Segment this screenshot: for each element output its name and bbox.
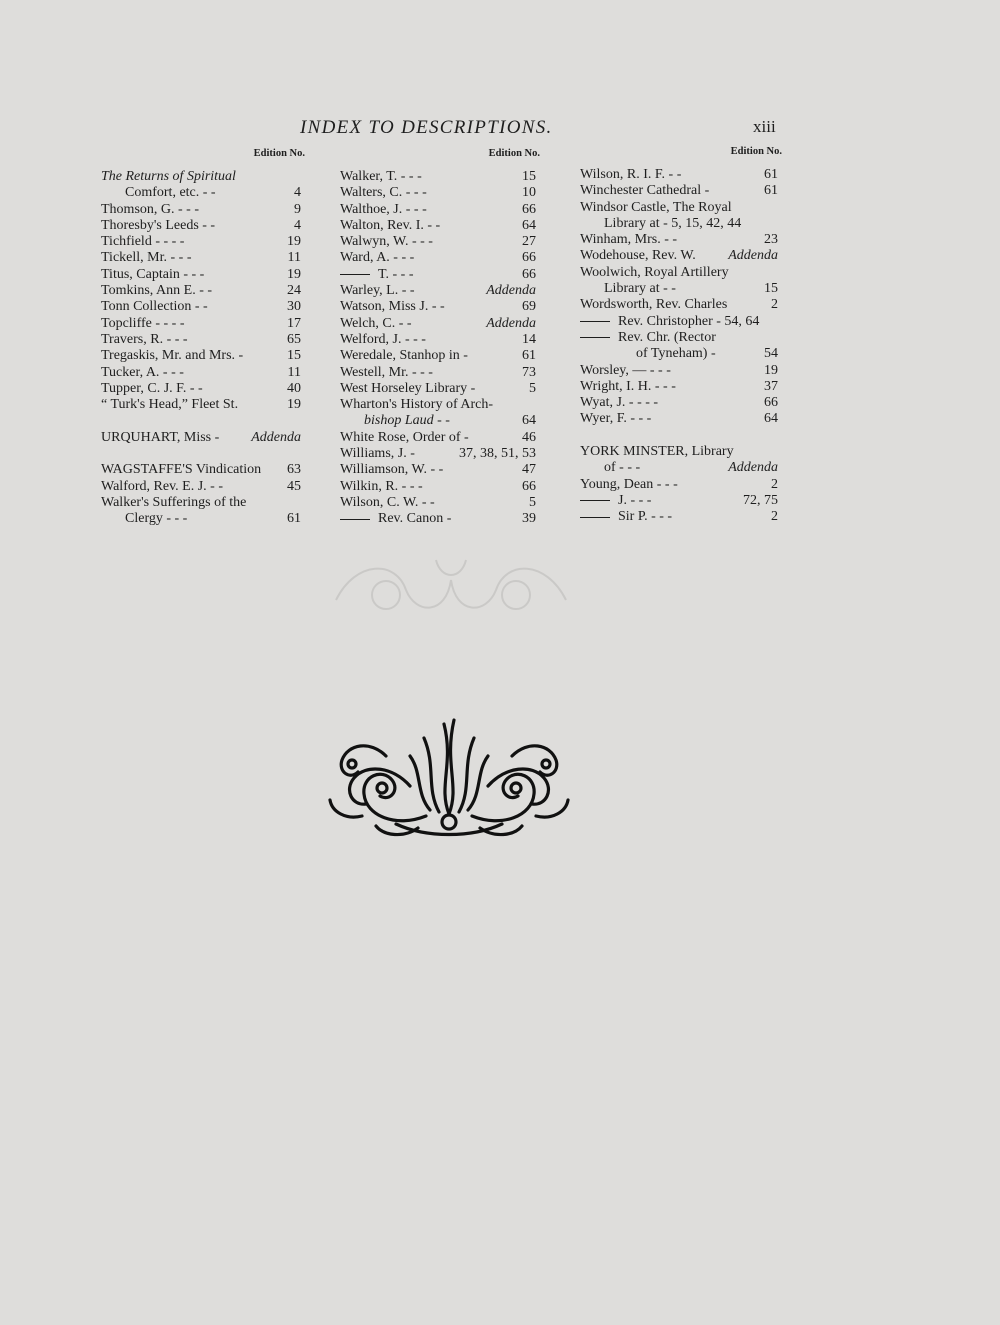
index-entry-label: T. - - -	[378, 266, 414, 282]
show-through-ornament-icon	[316, 540, 586, 630]
index-entry	[101, 332, 301, 348]
index-entry-label: Worsley, — - - -	[580, 362, 671, 378]
index-entry-text	[340, 365, 433, 381]
index-entry-label: Comfort, etc. - -	[125, 185, 216, 201]
index-entry	[340, 511, 536, 527]
index-entry-label: Library at - 5, 15, 42, 44	[604, 215, 742, 231]
index-entry-label: Thomson, G. - - -	[101, 201, 199, 217]
index-entry	[101, 462, 301, 478]
page-number: xiii	[753, 117, 776, 136]
index-entry-label: Welch, C. - -	[340, 315, 412, 331]
edition-number: 2	[771, 297, 778, 313]
index-entry-label: Weredale, Stanhop in -	[340, 348, 468, 364]
index-entry-label: YORK MINSTER, Library	[580, 444, 734, 460]
index-entry-text	[340, 446, 415, 462]
index-entry	[101, 430, 301, 446]
edition-number: 19	[287, 266, 301, 282]
index-entry-label: Rev. Chr. (Rector	[618, 329, 716, 345]
edition-number: 11	[287, 250, 301, 266]
index-entry-label: Thoresby's Leeds - -	[101, 217, 216, 233]
index-entry-text	[340, 218, 440, 234]
index-entry-text	[340, 479, 423, 495]
ditto-dash	[340, 519, 370, 520]
index-entry-text	[101, 234, 184, 250]
index-column-1	[101, 148, 305, 528]
edition-number: 66	[522, 478, 536, 494]
index-entry-text	[101, 283, 212, 299]
edition-number: 66	[764, 395, 778, 411]
index-entry-text	[101, 495, 246, 511]
column-heading: Edition No.	[488, 148, 540, 159]
index-entry	[101, 397, 301, 413]
ditto-dash	[580, 517, 610, 518]
edition-number: 64	[764, 411, 778, 427]
index-entry-label: Tickell, Mr. - - -	[101, 250, 192, 266]
index-entry	[580, 395, 778, 411]
edition-number: 10	[522, 185, 536, 201]
index-entry-text	[580, 167, 681, 183]
index-entry-label: Woolwich, Royal Artillery	[580, 264, 729, 280]
index-entry	[580, 200, 778, 216]
index-entry-label: Tonn Collection - -	[101, 299, 208, 315]
index-entry	[340, 185, 536, 201]
index-entry-text	[101, 202, 199, 218]
index-entry	[340, 234, 536, 250]
index-entry-label: Sir P. - - -	[618, 509, 673, 525]
edition-number: Addenda	[728, 248, 778, 264]
index-entry-text	[340, 511, 451, 527]
index-entry-label: Walton, Rev. I. - -	[340, 217, 441, 233]
index-entry	[580, 183, 778, 199]
index-entry-text	[580, 444, 734, 460]
index-entry	[340, 462, 536, 478]
index-entry	[580, 330, 778, 346]
edition-number: 15	[764, 281, 778, 297]
index-entry	[340, 202, 536, 218]
index-entry-text	[101, 381, 203, 397]
index-entry-text	[101, 332, 188, 348]
index-entry	[580, 477, 778, 493]
index-entry	[340, 413, 536, 429]
index-entry-text	[101, 348, 243, 364]
index-entry-text	[340, 381, 475, 397]
index-entry	[101, 169, 301, 185]
index-entry-label: Clergy - - -	[125, 511, 188, 527]
index-entry-text	[340, 202, 427, 218]
edition-number: 46	[522, 429, 536, 445]
index-entry	[101, 267, 301, 283]
index-entry	[340, 267, 536, 283]
index-entry-label: URQUHART, Miss -	[101, 429, 220, 445]
index-entry	[580, 460, 778, 476]
index-entry-text	[340, 234, 433, 250]
index-gap	[580, 428, 778, 444]
index-entry-label: Wyer, F. - - -	[580, 411, 652, 427]
edition-number: 65	[287, 331, 301, 347]
edition-number: 15	[287, 348, 301, 364]
index-entry-label: J. - - -	[618, 492, 652, 508]
column-heading: Edition No.	[253, 148, 305, 159]
index-entry	[101, 185, 301, 201]
index-gap	[101, 446, 301, 462]
index-entry-text	[101, 479, 223, 495]
index-gap	[101, 413, 301, 429]
index-entry-text	[101, 218, 215, 234]
index-entry-label: Rev. Christopher - 54, 64	[618, 313, 760, 329]
edition-number: Addenda	[486, 315, 536, 331]
index-entry-label: Williams, J. -	[340, 446, 415, 462]
index-entry	[580, 297, 778, 313]
index-column-3	[580, 146, 782, 526]
index-entry	[101, 316, 301, 332]
index-entry	[340, 250, 536, 266]
index-entry	[101, 250, 301, 266]
index-entry-label: Library at - -	[604, 281, 676, 297]
index-entry-text	[580, 297, 727, 313]
index-entry	[101, 495, 301, 511]
index-entry-label: Walford, Rev. E. J. - -	[101, 478, 223, 494]
edition-number: 54	[764, 346, 778, 362]
edition-number: 5	[529, 494, 536, 510]
index-entry-text	[101, 267, 204, 283]
index-entry-text	[340, 185, 427, 201]
edition-number: 37	[764, 378, 778, 394]
index-entry-text	[340, 462, 443, 478]
edition-number: Addenda	[251, 429, 301, 445]
edition-number: 45	[287, 478, 301, 494]
index-entry-text	[604, 460, 640, 476]
index-entry	[580, 281, 778, 297]
index-entry-label: Williamson, W. - -	[340, 462, 444, 478]
index-entry-text	[580, 183, 709, 199]
index-entry	[340, 397, 536, 413]
index-entry	[580, 265, 778, 281]
index-entry-label: Tregaskis, Mr. and Mrs. -	[101, 348, 244, 364]
index-entry-label: Winchester Cathedral -	[580, 183, 710, 199]
index-entry-label: Travers, R. - - -	[101, 331, 188, 347]
edition-number: 11	[287, 364, 301, 380]
index-entry-text	[125, 511, 187, 527]
index-entry-text	[101, 365, 184, 381]
index-entry	[340, 430, 536, 446]
index-entry-label: The Returns of Spiritual	[101, 169, 236, 184]
index-entry-text	[101, 397, 238, 413]
index-entry-text	[101, 316, 185, 332]
index-entry-text	[604, 216, 741, 232]
index-entry-text	[580, 330, 716, 346]
index-entry-label: of - - -	[604, 460, 641, 476]
edition-number: 64	[522, 413, 536, 429]
index-entry-text	[580, 363, 671, 379]
index-entry	[340, 332, 536, 348]
index-entry-label: Topcliffe - - - -	[101, 315, 185, 331]
edition-number: 19	[287, 234, 301, 250]
edition-number: 23	[764, 232, 778, 248]
index-entry-text	[364, 413, 450, 429]
index-entry-label: Wilson, R. I. F. - -	[580, 167, 682, 182]
index-entry-text	[340, 283, 415, 299]
index-entry-text	[580, 200, 732, 216]
index-entry-label: White Rose, Order of -	[340, 429, 469, 445]
index-entry-label: Wodehouse, Rev. W.	[580, 248, 696, 264]
index-entry-label: Watson, Miss J. - -	[340, 299, 445, 315]
index-entry	[580, 444, 778, 460]
edition-number: 40	[287, 380, 301, 396]
index-entry-label: Walwyn, W. - - -	[340, 234, 433, 250]
index-entry	[101, 348, 301, 364]
index-entry-text	[580, 477, 678, 493]
column-heading: Edition No.	[730, 146, 782, 157]
index-entry	[580, 248, 778, 264]
index-entry-label: Westell, Mr. - - -	[340, 364, 433, 380]
index-entry-text	[340, 299, 445, 315]
edition-number: 30	[287, 299, 301, 315]
index-entry-label: Young, Dean - - -	[580, 476, 678, 492]
index-entry-label: Welford, J. - - -	[340, 331, 426, 347]
index-entry	[340, 495, 536, 511]
index-entry	[340, 169, 536, 185]
index-entry-text	[101, 299, 208, 315]
edition-number: 47	[522, 462, 536, 478]
index-entry-text	[580, 509, 672, 525]
edition-number: 69	[522, 299, 536, 315]
index-entry-label: Wordsworth, Rev. Charles	[580, 297, 728, 313]
edition-number: 39	[522, 511, 536, 527]
tailpiece-ornament-icon	[326, 716, 572, 838]
edition-number: 73	[522, 364, 536, 380]
index-entry	[580, 509, 778, 525]
index-entry-text	[340, 316, 412, 332]
index-entry-text	[340, 430, 469, 446]
index-entry-text	[580, 379, 676, 395]
index-entry-label: Winham, Mrs. - -	[580, 232, 678, 248]
index-entry-label: Walker, T. - - -	[340, 169, 422, 184]
index-entry-label: “ Turk's Head,” Fleet St.	[101, 397, 239, 413]
index-entry-label: Wyat, J. - - - -	[580, 395, 659, 411]
page-title: INDEX TO DESCRIPTIONS.	[300, 117, 553, 138]
index-entry-label: Tupper, C. J. F. - -	[101, 380, 203, 396]
index-entry	[101, 365, 301, 381]
edition-number: 5	[529, 380, 536, 396]
index-entry-label: Wright, I. H. - - -	[580, 378, 676, 394]
index-entry	[340, 348, 536, 364]
index-entry-label: West Horseley Library -	[340, 380, 476, 396]
edition-number: 61	[764, 183, 778, 199]
index-entry	[580, 379, 778, 395]
edition-number: 4	[294, 217, 301, 233]
index-entry-text	[340, 397, 493, 413]
index-entry-label: Tichfield - - - -	[101, 234, 185, 250]
edition-number: 61	[287, 511, 301, 527]
index-entry	[101, 511, 301, 527]
index-entry-text	[580, 232, 677, 248]
index-entry-text	[580, 493, 651, 509]
index-entry	[580, 216, 778, 232]
index-entry-label: Wilkin, R. - - -	[340, 478, 423, 494]
index-entry-label: Walker's Sufferings of the	[101, 494, 247, 510]
index-entry-text	[580, 265, 729, 281]
edition-number: 2	[771, 509, 778, 525]
index-entry	[580, 346, 778, 362]
index-entry-text	[604, 281, 676, 297]
index-entry	[340, 316, 536, 332]
index-entry-text	[340, 267, 414, 283]
index-entry-text	[580, 314, 759, 330]
edition-number: 19	[287, 397, 301, 413]
edition-number: 61	[522, 348, 536, 364]
edition-number: 14	[522, 331, 536, 347]
index-entry-label: Tucker, A. - - -	[101, 364, 184, 380]
index-entry-text	[101, 169, 236, 185]
index-entry	[101, 234, 301, 250]
index-entry	[101, 381, 301, 397]
index-entry	[580, 411, 778, 427]
index-entry-label: bishop Laud - -	[364, 413, 450, 429]
index-entry-text	[101, 430, 219, 446]
index-entry-label: Windsor Castle, The Royal	[580, 199, 732, 215]
index-entry	[580, 493, 778, 509]
index-entry-text	[340, 495, 435, 511]
index-entry-label: of Tyneham) -	[636, 346, 716, 362]
index-entry	[340, 446, 536, 462]
index-entry-label: Warley, L. - -	[340, 283, 415, 299]
edition-number: Addenda	[728, 460, 778, 476]
index-entry	[340, 479, 536, 495]
index-entry-label: Wharton's History of Arch-	[340, 397, 493, 413]
index-entry-text	[580, 411, 651, 427]
index-entry	[340, 299, 536, 315]
index-entry	[101, 202, 301, 218]
edition-number: 27	[522, 234, 536, 250]
edition-number: 4	[294, 185, 301, 201]
edition-number: 61	[764, 167, 778, 182]
edition-number: 66	[522, 266, 536, 282]
index-entry-text	[636, 346, 716, 362]
index-entry-text	[340, 332, 426, 348]
index-entry	[580, 232, 778, 248]
edition-number: 17	[287, 315, 301, 331]
index-entry	[340, 218, 536, 234]
ditto-dash	[580, 500, 610, 501]
edition-number: 37, 38, 51, 53	[459, 446, 536, 462]
index-entry-text	[101, 462, 261, 478]
index-entry-label: Ward, A. - - -	[340, 250, 415, 266]
edition-number: 2	[771, 476, 778, 492]
index-entry-text	[125, 185, 216, 201]
index-entry	[580, 363, 778, 379]
index-entry-text	[580, 395, 658, 411]
index-entry	[101, 299, 301, 315]
edition-number: 66	[522, 250, 536, 266]
index-entry	[580, 167, 778, 183]
ditto-dash	[580, 321, 610, 322]
index-entry-label: Walters, C. - - -	[340, 185, 427, 201]
index-entry-label: Wilson, C. W. - -	[340, 494, 435, 510]
index-entry-text	[340, 250, 414, 266]
index-entry-label: Titus, Captain - - -	[101, 266, 205, 282]
index-entry-label: WAGSTAFFE'S Vindication	[101, 462, 262, 478]
index-entry	[340, 283, 536, 299]
edition-number: 24	[287, 283, 301, 299]
index-entry	[580, 314, 778, 330]
index-entry	[101, 479, 301, 495]
ditto-dash	[340, 274, 370, 275]
index-entry-text	[340, 169, 422, 185]
index-entry-label: Tomkins, Ann E. - -	[101, 283, 213, 299]
edition-number: 72, 75	[743, 492, 778, 508]
index-entry	[340, 381, 536, 397]
index-entry	[101, 283, 301, 299]
index-entry-text	[340, 348, 468, 364]
edition-number: 64	[522, 217, 536, 233]
edition-number: 9	[294, 201, 301, 217]
index-entry	[340, 365, 536, 381]
index-entry	[101, 218, 301, 234]
edition-number: 19	[764, 362, 778, 378]
index-column-2	[340, 148, 540, 528]
index-entry-label: Rev. Canon -	[378, 511, 452, 527]
ditto-dash	[580, 337, 610, 338]
index-entry-label: Walthoe, J. - - -	[340, 201, 427, 217]
edition-number: Addenda	[486, 283, 536, 299]
index-entry-text	[580, 248, 696, 264]
edition-number: 66	[522, 201, 536, 217]
index-entry-text	[101, 250, 191, 266]
edition-number: 15	[522, 169, 536, 184]
edition-number: 63	[287, 462, 301, 478]
